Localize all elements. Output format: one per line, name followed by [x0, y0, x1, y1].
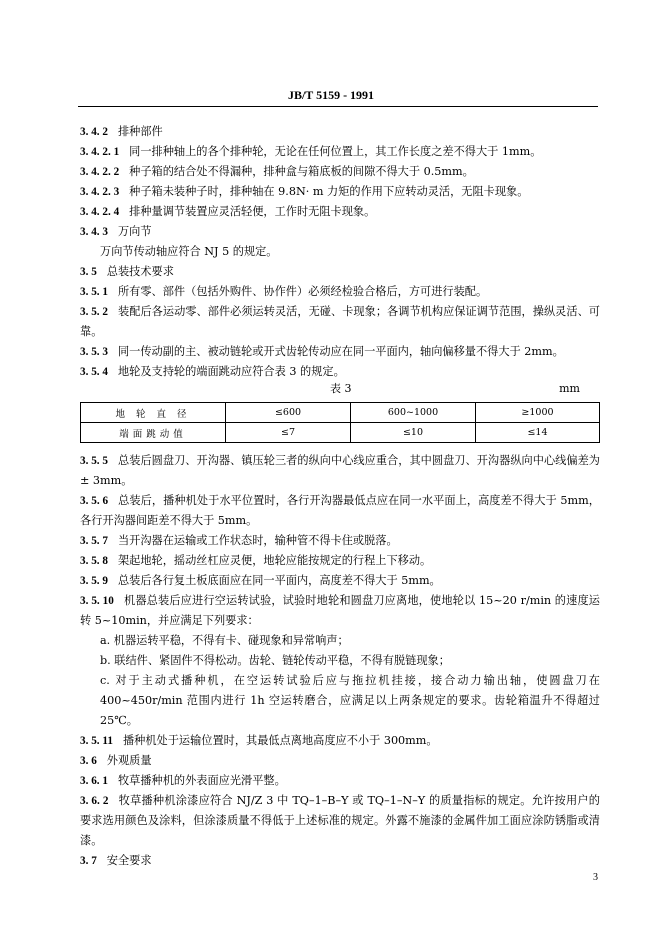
- clause-paragraph: [80, 851, 600, 871]
- clause-number: 3. 4. 2. 4: [80, 206, 120, 218]
- clause-paragraph: [80, 531, 600, 551]
- clause-number: 3. 4. 2. 3: [80, 186, 120, 198]
- clause-text: 播种机处于运输位置时，其最低点离地高度应不小于 300mm。: [122, 734, 438, 747]
- clause-paragraph: [80, 282, 600, 302]
- clause-text: 机器总装后应进行空运转试验，试验时地轮和圆盘刀应离地，使地轮以 15~20 r/min 的速度运转 5~10min，并应满足下列要求：: [80, 594, 600, 627]
- clause-number: 3. 5. 5: [80, 455, 109, 467]
- table-row: [81, 423, 600, 443]
- clause-paragraph: [80, 262, 600, 282]
- table-caption: 表 3: [330, 382, 352, 395]
- clause-number: 3. 6. 2: [80, 795, 109, 807]
- clause-text: 总装技术要求: [106, 265, 174, 278]
- clause-text: a. 机器运转平稳，不得有卡、碰现象和异常响声；: [100, 634, 349, 647]
- clause-text: 总装后，播种机处于水平位置时，各行开沟器最低点应在同一水平面上，高度差不得大于 5mm，各行开沟器间距差不得大于 5mm。: [80, 494, 600, 527]
- document-header: JB/T 5159 - 1991: [287, 88, 375, 102]
- clause-paragraph: [80, 751, 600, 771]
- clause-number: 3. 4. 2: [80, 126, 108, 138]
- clause-paragraph: [80, 362, 600, 382]
- table-row: [81, 403, 600, 423]
- table-cell: ≥1000: [476, 403, 600, 423]
- clause-paragraph: [80, 202, 600, 222]
- clause-text: 外观质量: [106, 754, 152, 767]
- clause-text: 种子箱的结合处不得漏种，排种盒与箱底板的间隙不得大于 0.5mm。: [129, 165, 474, 178]
- clause-number: 3. 5. 7: [80, 535, 108, 547]
- clause-number: 3. 6. 1: [80, 775, 108, 787]
- clause-paragraph: [80, 551, 600, 571]
- clause-text: 万向节: [117, 225, 152, 238]
- clause-paragraph: [80, 182, 600, 202]
- table-cell: 地 轮 直 径: [81, 403, 226, 423]
- clause-text: 总装后圆盘刀、开沟器、镇压轮三者的纵向中心线应重合，其中圆盘刀、开沟器纵向中心线偏差为± 3mm。: [80, 454, 600, 487]
- clause-text: 同一传动副的主、被动链轮或开式齿轮传动应在同一平面内，轴向偏移量不得大于 2mm。: [117, 345, 564, 358]
- clause-paragraph: [80, 591, 600, 631]
- clause-paragraph: [80, 162, 600, 182]
- clause-paragraph: [80, 451, 600, 491]
- table-cell: 端面跳动值: [81, 423, 226, 443]
- clause-number: 3. 5. 2: [80, 306, 109, 318]
- clause-text: b. 联结件、紧固件不得松动。齿轮、链轮传动平稳，不得有脱链现象；: [100, 654, 450, 667]
- clause-text: 安全要求: [106, 854, 152, 867]
- clause-number: 3. 4. 2. 1: [80, 146, 120, 158]
- clause-paragraph: [80, 142, 600, 162]
- table-cell: 600~1000: [351, 403, 476, 423]
- clause-number: 3. 5: [80, 266, 97, 278]
- clause-number: 3. 4. 3: [80, 226, 108, 238]
- clause-text: 排种部件: [117, 125, 163, 138]
- paragraph-group-2: [80, 451, 600, 871]
- clause-number: 3. 5. 10: [80, 595, 114, 607]
- clause-text: 同一排种轴上的各个排种轮，无论在任何位置上，其工作长度之差不得大于 1mm。: [129, 145, 542, 158]
- clause-number: 3. 6: [80, 755, 97, 767]
- table-caption-row: [80, 382, 600, 398]
- clause-number: 3. 5. 8: [80, 555, 108, 567]
- page-number: 3: [593, 872, 598, 883]
- clause-paragraph: [80, 651, 600, 671]
- clause-text: 所有零、部件（包括外购件、协作件）必须经检验合格后，方可进行装配。: [117, 285, 488, 298]
- clause-paragraph: [80, 222, 600, 242]
- clause-paragraph: [80, 571, 600, 591]
- clause-paragraph: [80, 122, 600, 142]
- clause-text: 排种量调节装置应灵活轻便，工作时无阻卡现象。: [129, 205, 376, 218]
- table-unit: mm: [559, 382, 580, 395]
- runout-table: [80, 402, 600, 443]
- table-cell: ≤14: [476, 423, 600, 443]
- clause-number: 3. 5. 1: [80, 286, 108, 298]
- clause-number: 3. 5. 11: [80, 735, 113, 747]
- document-body: [80, 122, 600, 871]
- clause-text: 装配后各运动零、部件必须运转灵活，无碰、卡现象；各调节机构应保证调节范围，操纵灵活、可靠。: [80, 305, 600, 338]
- clause-number: 3. 5. 9: [80, 575, 108, 587]
- clause-text: 总装后各行复土板底面应在同一平面内，高度差不得大于 5mm。: [117, 574, 441, 587]
- clause-number: 3. 5. 6: [80, 495, 109, 507]
- clause-number: 3. 5. 3: [80, 346, 108, 358]
- clause-paragraph: [80, 771, 600, 791]
- clause-paragraph: [80, 242, 600, 262]
- paragraph-group-1: [80, 122, 600, 382]
- clause-number: 3. 4. 2. 2: [80, 166, 120, 178]
- clause-paragraph: [80, 671, 600, 731]
- table-cell: ≤600: [226, 403, 351, 423]
- clause-number: 3. 7: [80, 855, 97, 867]
- table-cell: ≤10: [351, 423, 476, 443]
- clause-text: 种子箱未装种子时，排种轴在 9.8N· m 力矩的作用下应转动灵活，无阻卡现象。: [129, 185, 529, 198]
- clause-paragraph: [80, 631, 600, 651]
- clause-paragraph: [80, 342, 600, 362]
- clause-paragraph: [80, 302, 600, 342]
- clause-paragraph: [80, 791, 600, 851]
- clause-text: 牧草播种机的外表面应光滑平整。: [117, 774, 286, 787]
- clause-text: 万向节传动轴应符合 NJ 5 的规定。: [100, 245, 278, 258]
- clause-paragraph: [80, 731, 600, 751]
- clause-text: 地轮及支持轮的端面跳动应符合表 3 的规定。: [117, 365, 345, 378]
- clause-text: 当开沟器在运输或工作状态时，输种管不得卡住或脱落。: [117, 534, 398, 547]
- header-rule: [78, 106, 598, 107]
- clause-text: 牧草播种机涂漆应符合 NJ/Z 3 中 TQ–1–B–Y 或 TQ–1–N–Y 的质量指标的规定。允许按用户的要求选用颜色及涂料，但涂漆质量不得低于上述标准的规定。外露不施漆的金属件加工面应涂防锈脂或清漆。: [80, 794, 600, 847]
- table-cell: ≤7: [226, 423, 351, 443]
- clause-paragraph: [80, 491, 600, 531]
- clause-number: 3. 5. 4: [80, 366, 108, 378]
- clause-text: 架起地轮，摇动丝杠应灵便，地轮应能按规定的行程上下移动。: [117, 554, 432, 567]
- clause-text: c. 对于主动式播种机，在空运转试验后应与拖拉机挂接，接合动力输出轴，使圆盘刀在 400~450r/min 范围内进行 1h 空运转磨合，应满足以上两条规定的要求。齿轮箱温升不得超过 25℃。: [100, 674, 600, 727]
